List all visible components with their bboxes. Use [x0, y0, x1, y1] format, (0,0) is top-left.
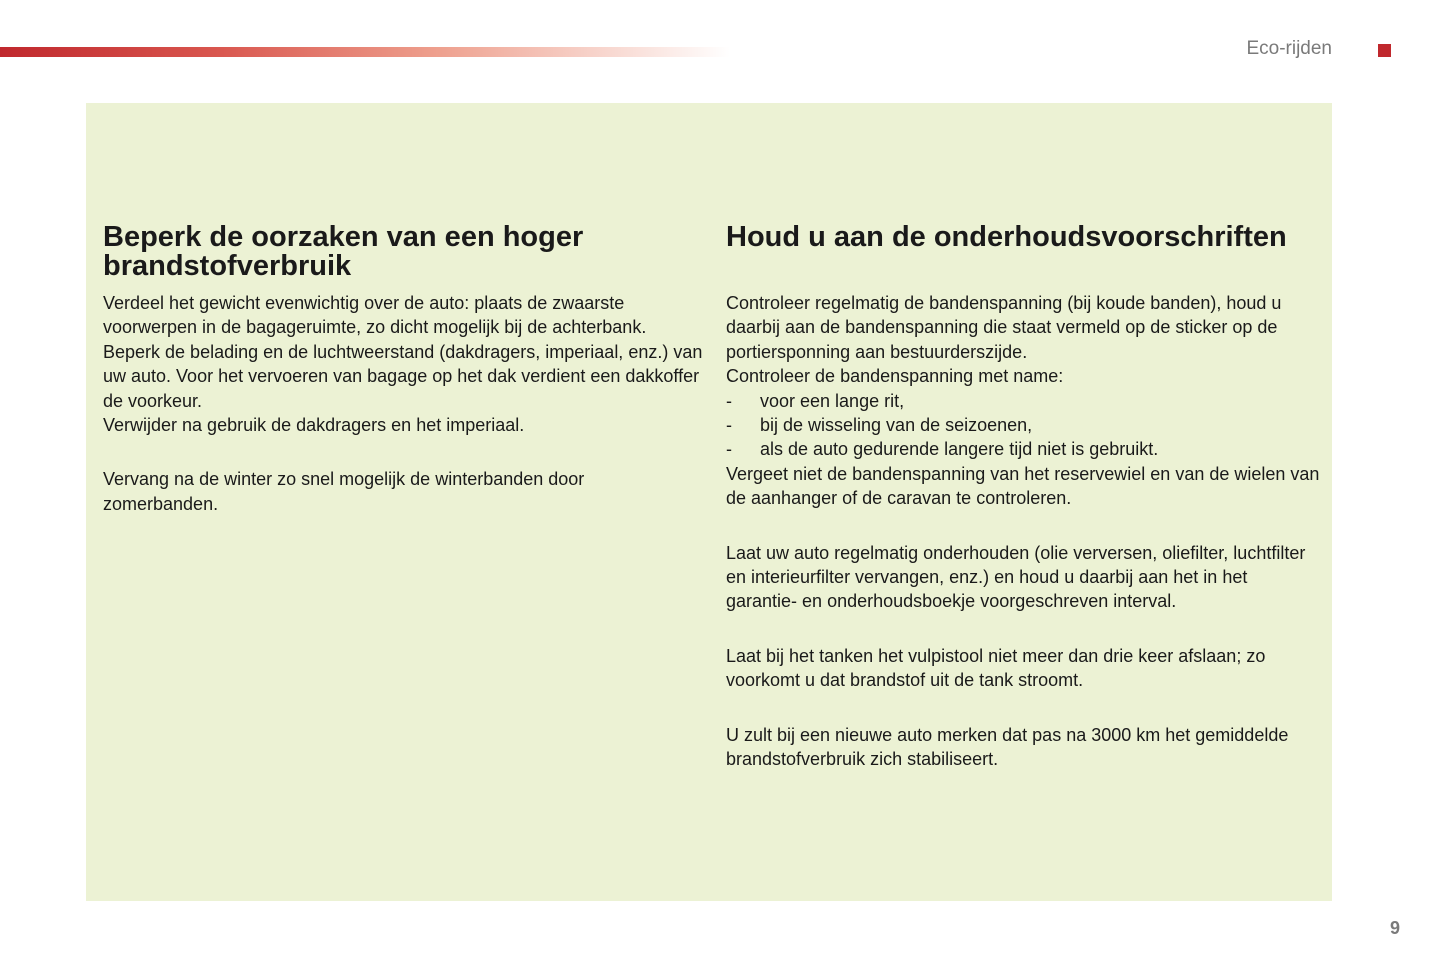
dash-bullet: - [726, 415, 732, 436]
right-list-intro: Controleer de bandenspanning met name: [726, 366, 1064, 387]
right-column [726, 223, 1322, 772]
list-item [726, 437, 1322, 461]
left-paragraph: Vervang na de winter zo snel mogelijk de winterbanden door zomerbanden. [103, 469, 585, 514]
right-paragraph: Laat uw auto regelmatig onderhouden (olie verversen, oliefilter, luchtfilter en interieurfilter vervangen, enz.) en houd u daarbij aan het in het garantie- en onderhoudsboekje voorgeschreven interval. [726, 542, 1306, 612]
left-column [103, 223, 703, 516]
left-paragraph: Verdeel het gewicht evenwichtig over de auto: plaats de zwaarste voorwerpen in de bagageruimte, zo dicht mogelijk bij de achterbank. [103, 293, 647, 338]
dash-bullet: - [726, 390, 732, 411]
dash-bullet: - [726, 439, 732, 460]
right-paragraph: Laat bij het tanken het vulpistool niet meer dan drie keer afslaan; zo voorkomt u dat brandstof uit de tank stroomt. [726, 645, 1266, 691]
list-item-text: voor een lange rit, [760, 390, 905, 411]
header-accent-bar [0, 47, 730, 57]
right-intro: Controleer regelmatig de bandenspanning (bij koude banden), houd u daarbij aan de bandenspanning die staat vermeld op de sticker op de portiersponning aan bestuurderszijde. [726, 293, 1282, 362]
list-item-text: bij de wisseling van de seizoenen, [760, 415, 1033, 436]
right-paragraph: U zult bij een nieuwe auto merken dat pas na 3000 km het gemiddelde brandstofverbruik zich stabiliseert. [726, 724, 1289, 770]
right-heading: Houd u aan de onderhoudsvoorschriften [726, 221, 1287, 253]
left-paragraph: Beperk de belading en de luchtweerstand (dakdragers, imperiaal, enz.) van uw auto. Voor het vervoeren van bagage op het dak verdient een dakkoffer de voorkeur. [103, 341, 703, 411]
page-number: 9 [1389, 918, 1400, 938]
left-paragraph: Verwijder na gebruik de dakdragers en het imperiaal. [103, 415, 525, 436]
right-after-list: Vergeet niet de bandenspanning van het reservewiel en van de wielen van de aanhanger of de caravan te controleren. [726, 463, 1320, 509]
list-item-text: als de auto gedurende langere tijd niet is gebruikt. [760, 439, 1159, 460]
section-marker-square [1378, 44, 1391, 57]
section-title: Eco-rijden [1246, 38, 1332, 59]
left-heading: Beperk de oorzaken van een hoger brandstofverbruik [103, 221, 584, 282]
content-panel [86, 103, 1332, 901]
tyre-check-list [726, 389, 1322, 462]
list-item [726, 413, 1322, 437]
list-item [726, 389, 1322, 413]
